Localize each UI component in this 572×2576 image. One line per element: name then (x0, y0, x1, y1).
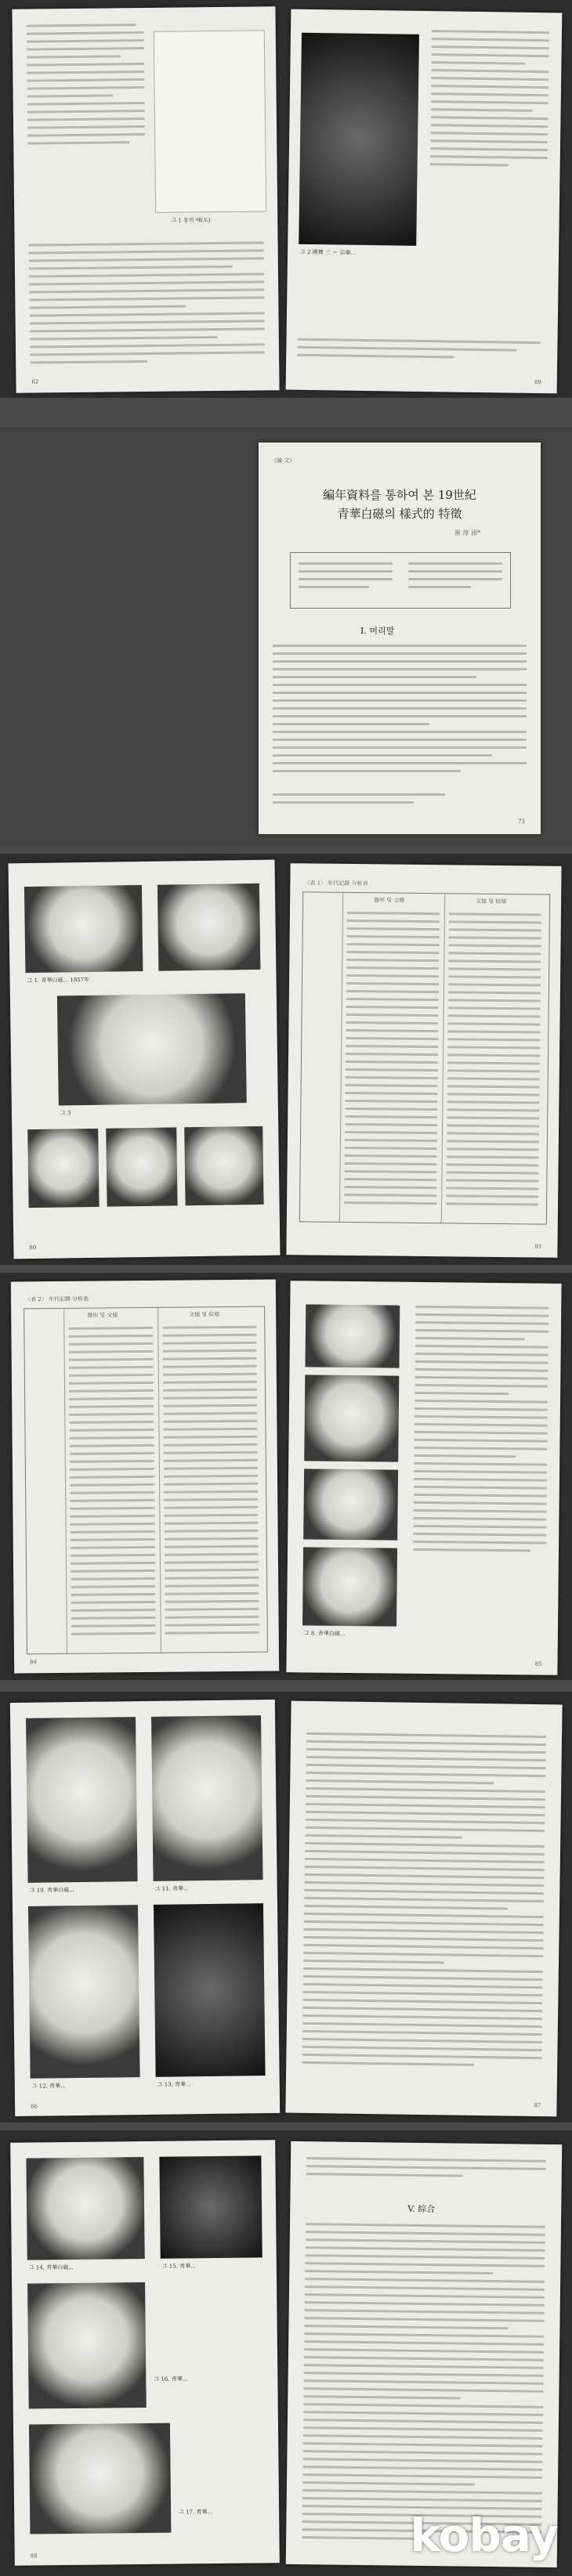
table-header-col3: 文様 및 紋様 (476, 898, 507, 905)
figure-caption: 그 1. 靑華白磁... 1857年 (27, 976, 90, 985)
body-text-top (306, 2157, 546, 2184)
table-header-col3: 文様 및 紋様 (189, 1311, 220, 1318)
left-page (12, 6, 279, 392)
left-page (10, 1700, 280, 2116)
article-title-line2: 青華白磁의 樣式的 特徵 (337, 507, 462, 521)
table-of-contents-box (290, 552, 511, 609)
table-header-col2: 器形 및 文様 (87, 1312, 118, 1319)
section-heading: V. 綜合 (407, 2203, 436, 2215)
lidded-jar-photo (159, 2155, 262, 2258)
book-spread-4 (0, 1692, 572, 2123)
body-text (302, 2223, 545, 2547)
analysis-table (24, 1306, 268, 1655)
footnote (273, 793, 445, 809)
left-page (8, 860, 280, 1259)
figure-caption: 그 16. 靑華... (154, 2375, 188, 2383)
body-text (430, 30, 549, 172)
map-illustration (154, 30, 266, 212)
right-page (285, 1701, 562, 2117)
figure-caption: 그 1 동의 배(도) (171, 217, 211, 224)
page-number: 86 (31, 2103, 38, 2110)
page-number: 84 (30, 1659, 38, 1666)
left-page (10, 2140, 280, 2566)
article-tag: 《論 文》 (271, 457, 295, 464)
figure-caption: 그 15. 靑華... (161, 2263, 196, 2270)
section-heading: I. 머리말 (360, 626, 395, 636)
book-spread-2 (0, 854, 572, 1265)
book-spread-3 (0, 1273, 572, 1680)
body-text (27, 23, 146, 150)
title-page (259, 443, 541, 834)
page-number: 85 (534, 1660, 542, 1667)
porcelain-plate-photo (157, 883, 261, 971)
bowl-photo (302, 1547, 397, 1626)
body-text (413, 1306, 548, 1558)
footnotes (297, 338, 540, 365)
body-text-lower (29, 241, 266, 369)
drum-jar-photo (27, 2282, 147, 2409)
jar-photo (106, 1127, 177, 1206)
figure-caption: 그 2 國寶 三 ＝ 宗廟... (300, 248, 357, 256)
page-number: 88 (30, 2553, 38, 2560)
hexagonal-jar-photo (151, 1715, 263, 1881)
figure-caption: 그 10. 靑華白磁... (29, 1887, 74, 1894)
analysis-table (299, 891, 550, 1224)
figure-caption: 그 12. 靑華... (31, 2083, 66, 2090)
right-page (286, 1281, 561, 1675)
table-title: 〈表 1〉 年代記錄 分析表 (304, 880, 368, 887)
book-spread-1 (0, 0, 572, 398)
box-photo (26, 2157, 144, 2260)
faceted-bottle-photo (28, 1905, 140, 2079)
page-number: 87 (534, 2101, 541, 2109)
figure-caption: 그 13. 靑華... (157, 2081, 191, 2088)
article-title-page (0, 427, 572, 846)
dish-photo (27, 1129, 99, 1208)
page-number: 81 (534, 1243, 542, 1250)
article-title-line1: 編年資料를 통하여 본 19世紀 (323, 488, 476, 502)
cylindrical-vase-photo (154, 1903, 266, 2077)
cup-photo (303, 1469, 398, 1540)
figure-caption: 그 14. 靑華白磁... (28, 2263, 74, 2271)
figure-caption: 그 8. 靑華白磁... (303, 1630, 346, 1637)
left-page (11, 1280, 279, 1674)
right-page (286, 863, 561, 1258)
figure-caption: 그 11. 靑華... (154, 1885, 189, 1892)
author: 崔 淳 雨* (454, 529, 481, 537)
page-number: 73 (518, 818, 525, 825)
porcelain-bowl-photo (24, 885, 143, 973)
page-number: 62 (31, 378, 39, 385)
vase-photo (184, 1126, 263, 1205)
body-text (302, 1732, 546, 2072)
body-text (273, 645, 527, 778)
right-page (286, 2141, 563, 2567)
table-header-col2: 器形 및 文様 (374, 897, 405, 904)
table-title: 〈表 2〉 年代記錄 分析表 (24, 1295, 89, 1303)
right-page (286, 9, 563, 394)
folding-screen-photo (299, 33, 419, 246)
page-number: 69 (534, 378, 541, 386)
figure-caption: 그 17. 靑華... (179, 2509, 213, 2516)
plate-photo (304, 1375, 399, 1461)
page-number: 80 (29, 1244, 37, 1252)
figurines-photo (29, 2423, 171, 2534)
bottle-photo (26, 1717, 138, 1883)
large-bowl-photo (57, 993, 247, 1105)
saucer-photo (305, 1304, 400, 1367)
kobay-watermark-logo: kobay (410, 2509, 558, 2562)
book-spread-5 (0, 2130, 572, 2576)
figure-caption: 그 3 (60, 1110, 71, 1117)
